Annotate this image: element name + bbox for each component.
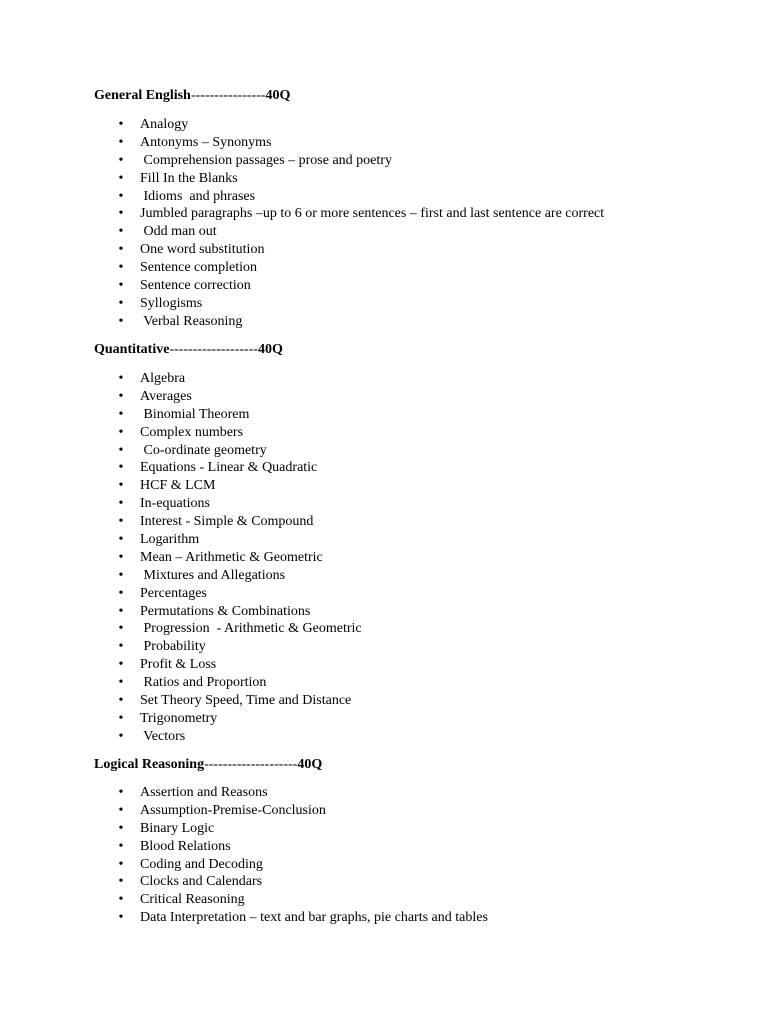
list-item — [94, 205, 604, 223]
list-item-text: In-equations — [140, 496, 210, 512]
list-item — [94, 295, 604, 313]
list-item-text: Mean – Arithmetic & Geometric — [140, 549, 323, 565]
list-item — [94, 909, 488, 927]
list-item — [94, 820, 488, 838]
list-item-text: Vectors — [140, 728, 186, 744]
list-item-text: Assumption-Premise-Conclusion — [140, 802, 326, 818]
bullet-icon: • — [118, 442, 124, 458]
list-item — [94, 728, 362, 746]
bullet-icon: • — [118, 206, 124, 222]
section-heading — [94, 756, 734, 774]
list-item-text: HCF & LCM — [140, 478, 216, 494]
bullet-icon: • — [118, 856, 124, 872]
bullet-icon: • — [118, 278, 124, 294]
list-item — [94, 241, 604, 259]
list-item — [94, 406, 362, 424]
list-item — [94, 495, 362, 513]
list-item-text: Odd man out — [140, 224, 217, 240]
list-item — [94, 459, 362, 477]
list-item-text: Progression - Arithmetic & Geometric — [140, 621, 362, 637]
section-heading — [94, 341, 734, 359]
list-item — [94, 638, 362, 656]
list-item — [94, 549, 362, 567]
heading-dashes: -------------------- — [204, 757, 298, 772]
list-item-text: Equations - Linear & Quadratic — [140, 460, 318, 476]
bullet-icon: • — [118, 728, 124, 744]
bullet-icon: • — [118, 785, 124, 800]
heading-count: 40Q — [258, 342, 283, 357]
list-item — [94, 424, 362, 442]
list-item — [94, 710, 362, 728]
list-item — [94, 856, 488, 874]
list-item — [94, 370, 362, 388]
list-item-text: Probability — [140, 639, 206, 655]
list-item — [94, 692, 362, 710]
bullet-icon: • — [118, 117, 124, 132]
list-item-text: Sentence correction — [140, 278, 251, 294]
list-item-text: Jumbled paragraphs –up to 6 or more sentences – first and last sentence are correct — [140, 206, 605, 222]
list-item — [94, 223, 604, 241]
list-item — [94, 891, 488, 909]
list-item-text: Fill In the Blanks — [140, 170, 238, 186]
bullet-icon: • — [118, 910, 124, 926]
bullet-icon: • — [118, 838, 124, 854]
bullet-icon: • — [118, 802, 124, 818]
bullet-icon: • — [118, 188, 124, 204]
bullet-icon: • — [118, 892, 124, 908]
bullet-icon: • — [118, 657, 124, 673]
list-item — [94, 531, 362, 549]
list-item — [94, 513, 362, 531]
heading-dashes: ---------------- — [190, 88, 266, 103]
topic-list — [94, 784, 488, 927]
list-item — [94, 388, 362, 406]
list-item-text: Syllogisms — [140, 295, 203, 311]
section-logical-reasoning — [94, 756, 734, 926]
list-item-text: Coding and Decoding — [140, 856, 263, 872]
bullet-icon: • — [118, 478, 124, 494]
list-item — [94, 873, 488, 891]
list-item-text: Percentages — [140, 585, 207, 601]
topic-list — [94, 116, 604, 331]
list-item-text: Data Interpretation – text and bar graphs, pie charts and tables — [140, 910, 488, 926]
section-general-english — [94, 87, 734, 329]
bullet-icon: • — [118, 242, 124, 258]
list-item — [94, 170, 604, 188]
heading-count: 40Q — [297, 757, 323, 772]
list-item — [94, 656, 362, 674]
list-item-text: Idioms and phrases — [140, 188, 256, 204]
bullet-icon: • — [118, 621, 124, 637]
heading-count: 40Q — [265, 88, 291, 103]
section-heading — [94, 87, 734, 105]
list-item-text: Mixtures and Allegations — [140, 567, 286, 583]
bullet-icon: • — [118, 371, 124, 386]
list-item-text: Verbal Reasoning — [140, 313, 243, 329]
bullet-icon: • — [118, 549, 124, 565]
heading-title: Quantitative — [94, 342, 170, 357]
list-item — [94, 674, 362, 692]
list-item — [94, 134, 604, 152]
list-item-text: Binomial Theorem — [140, 406, 250, 422]
bullet-icon: • — [118, 567, 124, 583]
bullet-icon: • — [118, 639, 124, 655]
bullet-icon: • — [118, 224, 124, 240]
bullet-icon: • — [118, 152, 124, 168]
list-item — [94, 188, 604, 206]
list-item-text: Analogy — [140, 117, 189, 132]
list-item-text: Blood Relations — [140, 838, 231, 854]
list-item — [94, 313, 604, 331]
bullet-icon: • — [118, 313, 124, 329]
bullet-icon: • — [118, 388, 124, 404]
list-item-text: Comprehension passages – prose and poetry — [140, 152, 392, 168]
bullet-icon: • — [118, 496, 124, 512]
bullet-icon: • — [118, 675, 124, 691]
list-item — [94, 838, 488, 856]
list-item-text: Critical Reasoning — [140, 892, 245, 908]
bullet-icon: • — [118, 532, 124, 548]
list-item — [94, 477, 362, 495]
bullet-icon: • — [118, 134, 124, 150]
list-item — [94, 152, 604, 170]
bullet-icon: • — [118, 874, 124, 890]
list-item-text: Set Theory Speed, Time and Distance — [140, 693, 352, 709]
list-item-text: Assertion and Reasons — [140, 785, 268, 800]
list-item-text: Interest - Simple & Compound — [140, 514, 314, 530]
bullet-icon: • — [118, 820, 124, 836]
list-item — [94, 116, 604, 134]
bullet-icon: • — [118, 514, 124, 530]
list-item-text: Co-ordinate geometry — [140, 442, 267, 458]
list-item-text: Averages — [140, 388, 192, 404]
list-item — [94, 784, 488, 802]
bullet-icon: • — [118, 710, 124, 726]
list-item — [94, 442, 362, 460]
heading-title: Logical Reasoning — [94, 757, 205, 772]
bullet-icon: • — [118, 170, 124, 186]
list-item — [94, 802, 488, 820]
list-item-text: Algebra — [140, 371, 186, 386]
list-item-text: Antonyms – Synonyms — [140, 134, 272, 150]
list-item — [94, 585, 362, 603]
list-item-text: Ratios and Proportion — [140, 675, 267, 691]
list-item-text: Clocks and Calendars — [140, 874, 263, 890]
list-item — [94, 620, 362, 638]
list-item-text: One word substitution — [140, 242, 265, 258]
list-item-text: Logarithm — [140, 532, 200, 548]
bullet-icon: • — [118, 295, 124, 311]
list-item-text: Profit & Loss — [140, 657, 217, 673]
bullet-icon: • — [118, 693, 124, 709]
list-item-text: Trigonometry — [140, 710, 218, 726]
list-item-text: Binary Logic — [140, 820, 215, 836]
heading-title: General English — [94, 88, 191, 103]
bullet-icon: • — [118, 424, 124, 440]
bullet-icon: • — [118, 406, 124, 422]
list-item — [94, 567, 362, 585]
section-quantitative — [94, 341, 734, 744]
bullet-icon: • — [118, 603, 124, 619]
list-item — [94, 277, 604, 295]
bullet-icon: • — [118, 260, 124, 276]
list-item-text: Complex numbers — [140, 424, 244, 440]
list-item-text: Permutations & Combinations — [140, 603, 311, 619]
bullet-icon: • — [118, 460, 124, 476]
topic-list — [94, 370, 362, 746]
bullet-icon: • — [118, 585, 124, 601]
list-item-text: Sentence completion — [140, 260, 258, 276]
list-item — [94, 603, 362, 621]
list-item — [94, 259, 604, 277]
heading-dashes: ------------------- — [169, 342, 259, 357]
